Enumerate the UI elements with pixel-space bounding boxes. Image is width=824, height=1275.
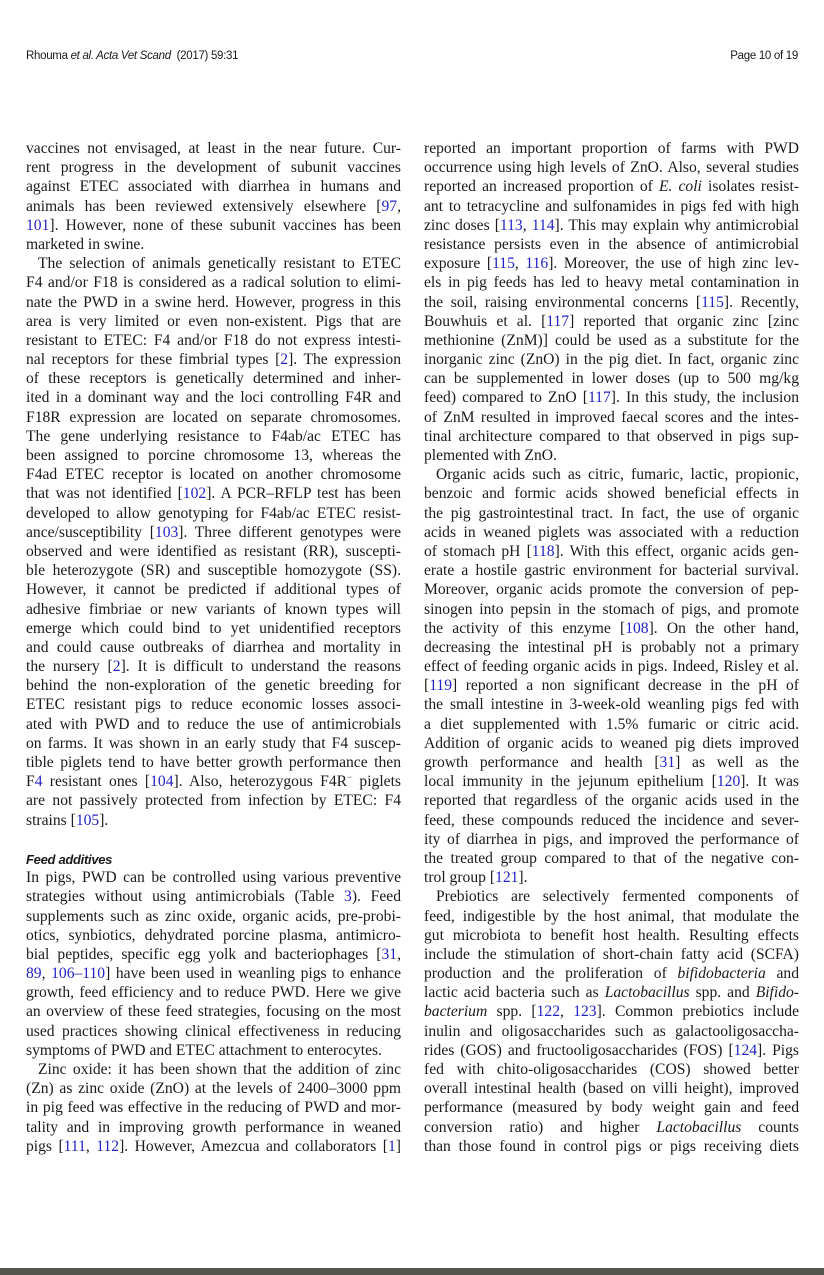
text-line: In pigs, PWD can be controlled using various preventive [26, 869, 401, 887]
reference-link[interactable]: 113 [499, 216, 523, 234]
text-line: local immunity in the jejunum epithelium [120]. It was [424, 773, 800, 791]
citation-header [26, 50, 238, 62]
reference-link[interactable]: 115 [492, 255, 515, 273]
text-line: gut microbiota to benefit host health. Resulting effects [424, 926, 799, 944]
running-header [26, 50, 798, 66]
text-line: sinogen into pepsin in the stomach of pigs, and promote [424, 600, 799, 618]
text-line: The gene underlying resistance to F4ab/ac ETEC has [26, 427, 401, 445]
text-line: lactic acid bacteria such as Lactobacillus spp. and Bifido- [424, 984, 799, 1002]
text-line: occurrence using high levels of ZnO. Also, several studies [424, 159, 799, 177]
text-line: otics, synbiotics, dehydrated porcine plasma, antimicro- [26, 926, 401, 944]
italic-term: Lactobacillus [656, 1118, 742, 1136]
text-line: behind the non-exploration of the genetic breeding for [26, 677, 401, 695]
reference-link[interactable]: 116 [525, 255, 549, 273]
text-line: against ETEC associated with diarrhea in humans and [26, 178, 401, 196]
text-line: decreasing the intestinal pH is probably not a primary [424, 638, 799, 656]
reference-link[interactable]: 112 [96, 1137, 120, 1155]
reference-link[interactable]: 119 [429, 677, 453, 695]
reference-link[interactable]: 89 [26, 965, 42, 983]
text-line: growth performance and health [31] as well as the [424, 754, 799, 771]
text-line: ated with PWD and to reduce the use of antimicrobials [26, 715, 401, 733]
text-line: of these receptors is genetically determined and inher- [26, 370, 401, 388]
text-line: can be supplemented in lower doses (up to 500 mg/kg [424, 370, 799, 388]
text-line: been assigned to porcine chromosome 13, whereas the [26, 447, 401, 464]
reference-link[interactable]: 111 [63, 1137, 86, 1155]
reference-link[interactable]: 103 [154, 523, 179, 541]
text-line: bial peptides, specific egg yolk and bacteriophages [31, [26, 945, 401, 963]
section-heading: Feed additives [26, 851, 113, 867]
reference-link[interactable]: 106–110 [51, 965, 106, 983]
text-line: marketed in swine. [26, 235, 145, 253]
text-line: els in pig feeds has led to heavy metal contamination in [424, 274, 799, 292]
text-line: reported that regardless of the organic acids used in the [424, 792, 799, 810]
text-line: F4 and/or F18 is considered as a radical solution to elimi- [26, 274, 401, 292]
reference-link[interactable]: 4 [34, 773, 43, 791]
spacer [26, 830, 401, 849]
text-line: ited in a dominant way and the loci controlling F4R and [26, 389, 401, 407]
text-line: adhesive fimbriae or new variants of known types will [26, 600, 401, 618]
text-line: a diet supplemented with 1.5% fumaric or citric acid. [424, 715, 800, 733]
text-line: the treated group compared to that of the negative con- [424, 849, 799, 867]
reference-link[interactable]: 115 [701, 293, 724, 311]
text-line: used practices showing clinical effectiveness in reducing [26, 1022, 401, 1040]
italic-term: E. coli [658, 178, 702, 196]
reference-link[interactable]: 31 [659, 754, 676, 771]
italic-term: bifidobacteria [677, 965, 766, 983]
text-line: pigs [111, 112]. However, Amezcua and collaborators [1] [26, 1137, 401, 1155]
text-line: an overview of these feed strategies, focusing on the most [26, 1003, 401, 1021]
reference-link[interactable]: 122 [536, 1003, 560, 1021]
text-line: the soil, raising environmental concerns [115]. Recently, [424, 293, 799, 311]
text-line: overall intestinal health (based on villi height), improved [424, 1080, 799, 1098]
text-line: trol group [121]. [424, 869, 528, 887]
text-line: Bouwhuis et al. [117] reported that organic zinc [zinc [424, 312, 799, 330]
text-line: feed, these compounds reduced the incidence and sever- [424, 811, 799, 829]
text-line: ETEC resistant pigs to reduce economic losses associ- [26, 696, 401, 714]
text-line: animals has been reviewed extensively elsewhere [97, [26, 197, 401, 215]
text-line: ity of diarrhea in pigs, and improved the performance of [424, 830, 799, 848]
text-line: observed and were identified as resistant (RR), suscepti- [26, 542, 401, 560]
text-line: feed) compared to ZnO [117]. In this study, the inclusion [424, 389, 799, 407]
text-line: include the stimulation of short-chain fatty acid (SCFA) [424, 945, 799, 963]
text-line: However, it cannot be predicted if additional types of [26, 581, 401, 599]
text-line: reported an important proportion of farms with PWD [424, 140, 799, 157]
text-line: feed, indigestible by the host animal, that modulate the [424, 907, 799, 925]
text-line: developed to allow genotyping for F4ab/ac ETEC resist- [26, 504, 401, 522]
text-line: ant to tetracycline and sulfonamides in pigs fed with high [424, 197, 799, 215]
reference-link[interactable]: 31 [381, 945, 398, 963]
text-line: plemented with ZnO. [424, 447, 557, 464]
text-line: tality and in improving growth performance in weaned [26, 1118, 401, 1136]
left-text-column [26, 139, 401, 1156]
text-line: inulin and oligosaccharides such as galactooligosaccha- [424, 1022, 799, 1040]
text-line: zinc doses [113, 114]. This may explain why antimicrobial [424, 216, 800, 234]
text-line: the nursery [2]. It is difficult to understand the reasons [26, 658, 402, 676]
text-line: acids in weaned piglets was associated with a reduction [424, 523, 799, 541]
text-line: the pig gastrointestinal tract. In fact, the use of organic [424, 504, 799, 522]
text-line: methionine (ZnM)] could be used as a substitute for the [424, 331, 799, 349]
text-line: symptoms of PWD and ETEC attachment to enterocytes. [26, 1041, 382, 1059]
text-line: resistance persists even in the absence of antimicrobial [424, 235, 799, 253]
reference-link[interactable]: 114 [531, 216, 555, 234]
text-line: of stomach pH [118]. With this effect, organic acids gen- [424, 542, 799, 560]
author-name: Rhouma [26, 50, 68, 62]
text-line: tinal architecture compared to that observed in pigs sup- [424, 427, 799, 445]
text-line: the small intestine in 3-week-old weanling pigs fed with [424, 696, 799, 714]
text-line: Prebiotics are selectively fermented components of [436, 888, 799, 906]
reference-link[interactable]: 121 [495, 869, 519, 887]
text-line: erate a hostile gastric environment for bacterial survival. [424, 562, 799, 580]
text-line: Addition of organic acids to weaned pig diets improved [424, 734, 799, 752]
text-line: strains [105]. [26, 811, 109, 829]
reference-link[interactable]: 2 [112, 658, 121, 676]
text-line: that was not identified [102]. A PCR–RFLP test has been [26, 485, 402, 503]
reference-link[interactable]: 117 [587, 389, 611, 407]
text-line: exposure [115, 116]. Moreover, the use of high zinc lev- [424, 255, 800, 273]
text-line: in pig feed was effective in the reducing of PWD and mor- [26, 1099, 401, 1117]
page-number: Page 10 of 19 [730, 50, 798, 62]
reference-link[interactable]: 105 [75, 811, 100, 829]
text-line: F4ad ETEC receptor is located on another chromosome [26, 466, 401, 484]
text-line: F18R expression are located on separate chromosomes. [26, 408, 401, 426]
reference-link[interactable]: 120 [716, 773, 741, 791]
reference-link[interactable]: 101 [26, 216, 50, 234]
reference-link[interactable]: 123 [573, 1003, 597, 1021]
text-line: rent progress in the development of subunit vaccines [26, 159, 401, 177]
reference-link[interactable]: 108 [625, 619, 649, 637]
viewer-bottom-bar [0, 1268, 824, 1275]
text-line: effect of feeding organic acids in pigs. Indeed, Risley et al. [424, 658, 799, 676]
text-line: performance (measured by body weight gain and feed [424, 1099, 799, 1117]
reference-link[interactable]: 2 [280, 351, 289, 369]
text-line: 101]. However, none of these subunit vaccines has been [26, 216, 401, 234]
text-line: (Zn) as zinc oxide (ZnO) at the levels of 2400–3000 ppm [26, 1080, 401, 1098]
text-line: The selection of animals genetically resistant to ETEC [38, 255, 401, 273]
text-line: ble heterozygote (SR) and susceptible homozygote (SS). [26, 562, 401, 580]
text-line: than those found in control pigs or pigs receiving diets [424, 1137, 799, 1155]
text-line: tible piglets tend to have better growth performance then [26, 754, 401, 771]
text-line: 89, 106–110] have been used in weanling pigs to enhance [26, 965, 402, 983]
text-line: [119] reported a non significant decrease in the pH of [424, 677, 799, 695]
text-line: benzoic and formic acids showed beneficial effects in [424, 485, 799, 503]
reference-link[interactable]: 117 [546, 312, 570, 330]
italic-term: Bifido- [755, 984, 799, 1002]
text-line: strategies without using antimicrobials (Table 3). Feed [26, 888, 401, 906]
italic-term: Lactobacillus [604, 984, 690, 1002]
text-line: conversion ratio) and higher Lactobacillus counts [424, 1118, 799, 1136]
table-link[interactable]: 3 [344, 888, 352, 906]
reference-link[interactable]: 1 [388, 1137, 396, 1155]
superscript: − [347, 772, 353, 782]
reference-link[interactable]: 104 [150, 773, 174, 791]
text-line: Organic acids such as citric, fumaric, lactic, propionic, [436, 466, 799, 484]
text-line: inorganic zinc (ZnO) in the pig diet. In fact, organic zinc [424, 351, 799, 369]
text-line: Zinc oxide: it has been shown that the addition of zinc [38, 1061, 401, 1078]
right-text-column [424, 139, 799, 1156]
text-line: and could cause outbreaks of diarrhea and mortality in [26, 638, 401, 656]
text-line: of ZnM resulted in improved faecal scores and the intes- [424, 408, 799, 426]
text-line: vaccines not envisaged, at least in the near future. Cur- [26, 140, 401, 157]
text-line: resistant to ETEC: F4 and/or F18 do not express intesti- [26, 331, 401, 349]
journal-name: et al. Acta Vet Scand [70, 50, 171, 62]
text-line: emerge which could bind to yet unidentified receptors [26, 619, 401, 637]
reference-link[interactable]: 97 [381, 197, 398, 215]
text-line: are not passively protected from infection by ETEC: F4 [26, 792, 401, 810]
reference-link[interactable]: 102 [182, 485, 207, 503]
text-line: F4 resistant ones [104]. Also, heterozygous F4R− piglets [26, 772, 401, 791]
text-line: reported an increased proportion of E. coli isolates resist- [424, 178, 800, 196]
italic-term: bacterium [424, 1003, 488, 1021]
text-line: Moreover, organic acids promote the conversion of pep- [424, 581, 799, 599]
text-line: on farms. It was shown in an early study that F4 suscep- [26, 734, 401, 752]
text-line: fed with chito-oligosaccharides (COS) showed better [424, 1061, 799, 1078]
text-line: growth, feed efficiency and to reduce PWD. Here we give [26, 984, 401, 1002]
text-line: the activity of this enzyme [108]. On the other hand, [424, 619, 799, 637]
text-line: area is very limited or even non-existent. Pigs that are [26, 312, 401, 330]
reference-link[interactable]: 118 [531, 542, 555, 560]
text-line: nate the PWD in a swine herd. However, progress in this [26, 293, 401, 311]
volume-citation: (2017) 59:31 [176, 50, 239, 62]
text-line: nal receptors for these fimbrial types [2]. The expression [26, 351, 401, 369]
text-line: production and the proliferation of bifidobacteria and [424, 965, 800, 983]
reference-link[interactable]: 124 [733, 1041, 758, 1059]
text-line: bacterium spp. [122, 123]. Common prebiotics include [424, 1003, 799, 1021]
text-line: ance/susceptibility [103]. Three different genotypes were [26, 523, 401, 541]
text-line: rides (GOS) and fructooligosaccharides (FOS) [124]. Pigs [424, 1041, 799, 1059]
text-line: supplements such as zinc oxide, organic acids, pre-probi- [26, 907, 401, 925]
